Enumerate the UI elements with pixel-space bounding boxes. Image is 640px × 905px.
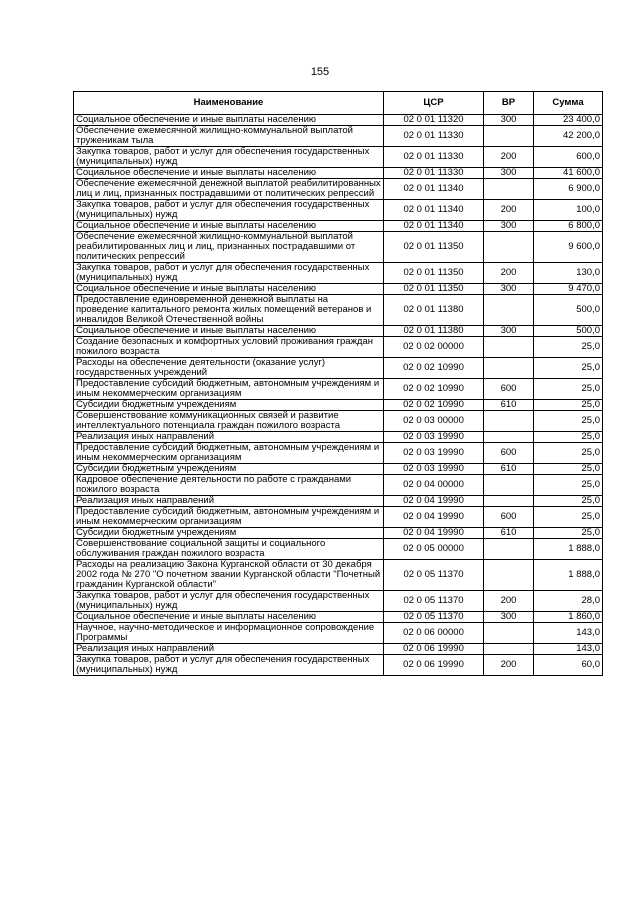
cell-sum: 25,0 — [534, 496, 603, 507]
cell-sum: 6 800,0 — [534, 221, 603, 232]
table-header-row — [74, 92, 603, 115]
budget-table — [73, 91, 603, 676]
page-number: 155 — [310, 66, 330, 78]
cell-name: Закупка товаров, работ и услуг для обеспечения государственных (муниципальных) нужд — [74, 200, 384, 221]
table-row — [74, 539, 603, 560]
cell-name: Закупка товаров, работ и услуг для обеспечения государственных (муниципальных) нужд — [74, 591, 384, 612]
table-row — [74, 400, 603, 411]
cell-name: Реализация иных направлений — [74, 432, 384, 443]
table-row — [74, 284, 603, 295]
table-row — [74, 200, 603, 221]
table-row — [74, 115, 603, 126]
cell-sum: 25,0 — [534, 443, 603, 464]
cell-csr: 02 0 01 11330 — [384, 147, 484, 168]
cell-vr: 300 — [484, 284, 534, 295]
cell-sum: 41 600,0 — [534, 168, 603, 179]
cell-name: Обеспечение ежемесячной жилищно-коммунальной выплатой реабилитированных лиц и лиц, признанных пострадавшими от политических репрессий — [74, 232, 384, 263]
cell-sum: 23 400,0 — [534, 115, 603, 126]
cell-name: Социальное обеспечение и иные выплаты населению — [74, 612, 384, 623]
cell-name: Социальное обеспечение и иные выплаты населению — [74, 221, 384, 232]
cell-vr — [484, 560, 534, 591]
cell-name: Совершенствование социальной защиты и социального обслуживания граждан пожилого возраста — [74, 539, 384, 560]
cell-csr: 02 0 04 00000 — [384, 475, 484, 496]
cell-vr: 200 — [484, 591, 534, 612]
table-row — [74, 221, 603, 232]
cell-sum: 1 888,0 — [534, 560, 603, 591]
cell-vr: 600 — [484, 379, 534, 400]
table-row — [74, 295, 603, 326]
cell-sum: 1 860,0 — [534, 612, 603, 623]
table-row — [74, 464, 603, 475]
cell-name: Расходы на реализацию Закона Курганской области от 30 декабря 2002 года № 270 "О почетном звании Курганской области "Почетный гражданин Курганской области" — [74, 560, 384, 591]
cell-sum: 6 900,0 — [534, 179, 603, 200]
cell-csr: 02 0 01 11340 — [384, 179, 484, 200]
table-row — [74, 326, 603, 337]
cell-csr: 02 0 01 11330 — [384, 168, 484, 179]
cell-csr: 02 0 04 19990 — [384, 496, 484, 507]
cell-vr: 200 — [484, 655, 534, 676]
cell-vr: 300 — [484, 326, 534, 337]
table-row — [74, 443, 603, 464]
cell-sum: 28,0 — [534, 591, 603, 612]
cell-vr: 300 — [484, 115, 534, 126]
cell-name: Социальное обеспечение и иные выплаты населению — [74, 115, 384, 126]
table-row — [74, 126, 603, 147]
cell-name: Закупка товаров, работ и услуг для обеспечения государственных (муниципальных) нужд — [74, 263, 384, 284]
cell-csr: 02 0 03 00000 — [384, 411, 484, 432]
cell-vr — [484, 126, 534, 147]
cell-csr: 02 0 06 19990 — [384, 644, 484, 655]
cell-sum: 25,0 — [534, 507, 603, 528]
cell-name: Кадровое обеспечение деятельности по работе с гражданами пожилого возраста — [74, 475, 384, 496]
table-row — [74, 432, 603, 443]
cell-name: Расходы на обеспечение деятельности (оказание услуг) государственных учреждений — [74, 358, 384, 379]
cell-csr: 02 0 03 19990 — [384, 464, 484, 475]
table-row — [74, 179, 603, 200]
cell-vr: 610 — [484, 464, 534, 475]
cell-vr: 300 — [484, 221, 534, 232]
cell-csr: 02 0 04 19990 — [384, 507, 484, 528]
table-row — [74, 337, 603, 358]
cell-vr — [484, 411, 534, 432]
table-row — [74, 655, 603, 676]
cell-csr: 02 0 01 11350 — [384, 284, 484, 295]
cell-vr: 610 — [484, 400, 534, 411]
cell-vr: 600 — [484, 507, 534, 528]
cell-csr: 02 0 02 10990 — [384, 379, 484, 400]
cell-csr: 02 0 01 11340 — [384, 200, 484, 221]
table-row — [74, 560, 603, 591]
cell-name: Обеспечение ежемесячной жилищно-коммунальной выплатой труженикам тыла — [74, 126, 384, 147]
table-body — [74, 115, 603, 676]
table-row — [74, 612, 603, 623]
cell-csr: 02 0 06 19990 — [384, 655, 484, 676]
cell-vr — [484, 496, 534, 507]
cell-sum: 25,0 — [534, 528, 603, 539]
cell-vr: 610 — [484, 528, 534, 539]
cell-name: Научное, научно-методическое и информационное сопровождение Программы — [74, 623, 384, 644]
table-row — [74, 623, 603, 644]
cell-sum: 100,0 — [534, 200, 603, 221]
cell-csr: 02 0 05 11370 — [384, 591, 484, 612]
cell-vr: 600 — [484, 443, 534, 464]
table-row — [74, 528, 603, 539]
cell-vr — [484, 432, 534, 443]
cell-sum: 600,0 — [534, 147, 603, 168]
cell-csr: 02 0 01 11330 — [384, 126, 484, 147]
cell-sum: 130,0 — [534, 263, 603, 284]
table-row — [74, 263, 603, 284]
cell-sum: 25,0 — [534, 337, 603, 358]
table-row — [74, 411, 603, 432]
cell-sum: 60,0 — [534, 655, 603, 676]
table-row — [74, 475, 603, 496]
cell-sum: 25,0 — [534, 475, 603, 496]
cell-csr: 02 0 01 11380 — [384, 295, 484, 326]
cell-name: Закупка товаров, работ и услуг для обеспечения государственных (муниципальных) нужд — [74, 147, 384, 168]
cell-sum: 9 600,0 — [534, 232, 603, 263]
table-row — [74, 168, 603, 179]
cell-name: Реализация иных направлений — [74, 496, 384, 507]
cell-csr: 02 0 02 10990 — [384, 358, 484, 379]
cell-sum: 500,0 — [534, 326, 603, 337]
table-row — [74, 644, 603, 655]
cell-sum: 25,0 — [534, 432, 603, 443]
cell-csr: 02 0 03 19990 — [384, 443, 484, 464]
cell-sum: 500,0 — [534, 295, 603, 326]
cell-csr: 02 0 04 19990 — [384, 528, 484, 539]
cell-vr — [484, 475, 534, 496]
cell-vr: 200 — [484, 147, 534, 168]
cell-sum: 143,0 — [534, 623, 603, 644]
cell-sum: 25,0 — [534, 358, 603, 379]
cell-vr — [484, 623, 534, 644]
cell-name: Создание безопасных и комфортных условий проживания граждан пожилого возраста — [74, 337, 384, 358]
cell-name: Субсидии бюджетным учреждениям — [74, 528, 384, 539]
cell-name: Социальное обеспечение и иные выплаты населению — [74, 284, 384, 295]
cell-vr — [484, 644, 534, 655]
cell-name: Субсидии бюджетным учреждениям — [74, 464, 384, 475]
table-row — [74, 496, 603, 507]
cell-name: Совершенствование коммуникационных связей и развитие интеллектуального потенциала граждан пожилого возраста — [74, 411, 384, 432]
table-row — [74, 147, 603, 168]
cell-vr — [484, 358, 534, 379]
cell-sum: 25,0 — [534, 464, 603, 475]
cell-vr: 300 — [484, 168, 534, 179]
cell-name: Социальное обеспечение и иные выплаты населению — [74, 326, 384, 337]
header-csr: ЦСР — [384, 92, 484, 115]
cell-csr: 02 0 01 11350 — [384, 263, 484, 284]
cell-sum: 9 470,0 — [534, 284, 603, 295]
cell-vr — [484, 337, 534, 358]
cell-csr: 02 0 01 11340 — [384, 221, 484, 232]
cell-csr: 02 0 03 19990 — [384, 432, 484, 443]
header-sum: Сумма — [534, 92, 603, 115]
cell-csr: 02 0 05 11370 — [384, 560, 484, 591]
table-row — [74, 379, 603, 400]
cell-vr — [484, 179, 534, 200]
cell-vr: 200 — [484, 200, 534, 221]
cell-name: Предоставление субсидий бюджетным, автономным учреждениям и иным некоммерческим организациям — [74, 507, 384, 528]
cell-csr: 02 0 01 11380 — [384, 326, 484, 337]
cell-name: Предоставление субсидий бюджетным, автономным учреждениям и иным некоммерческим организациям — [74, 379, 384, 400]
cell-vr — [484, 295, 534, 326]
cell-name: Обеспечение ежемесячной денежной выплатой реабилитированных лиц и лиц, признанных пострадавшими от политических репрессий — [74, 179, 384, 200]
table-row — [74, 232, 603, 263]
cell-name: Реализация иных направлений — [74, 644, 384, 655]
table-row — [74, 591, 603, 612]
cell-csr: 02 0 02 10990 — [384, 400, 484, 411]
cell-name: Закупка товаров, работ и услуг для обеспечения государственных (муниципальных) нужд — [74, 655, 384, 676]
cell-name: Предоставление единовременной денежной выплаты на проведение капитального ремонта жилых помещений ветеранов и инвалидов Великой Отечественной войны — [74, 295, 384, 326]
cell-csr: 02 0 06 00000 — [384, 623, 484, 644]
cell-name: Социальное обеспечение и иные выплаты населению — [74, 168, 384, 179]
cell-sum: 25,0 — [534, 400, 603, 411]
cell-vr — [484, 232, 534, 263]
table-row — [74, 358, 603, 379]
cell-csr: 02 0 05 11370 — [384, 612, 484, 623]
header-vr: ВР — [484, 92, 534, 115]
cell-vr: 200 — [484, 263, 534, 284]
cell-csr: 02 0 02 00000 — [384, 337, 484, 358]
cell-sum: 42 200,0 — [534, 126, 603, 147]
cell-sum: 25,0 — [534, 411, 603, 432]
header-name: Наименование — [74, 92, 384, 115]
cell-name: Субсидии бюджетным учреждениям — [74, 400, 384, 411]
cell-sum: 143,0 — [534, 644, 603, 655]
cell-name: Предоставление субсидий бюджетным, автономным учреждениям и иным некоммерческим организациям — [74, 443, 384, 464]
table-row — [74, 507, 603, 528]
cell-sum: 25,0 — [534, 379, 603, 400]
cell-csr: 02 0 01 11350 — [384, 232, 484, 263]
cell-vr — [484, 539, 534, 560]
cell-vr: 300 — [484, 612, 534, 623]
cell-sum: 1 888,0 — [534, 539, 603, 560]
cell-csr: 02 0 01 11320 — [384, 115, 484, 126]
cell-csr: 02 0 05 00000 — [384, 539, 484, 560]
